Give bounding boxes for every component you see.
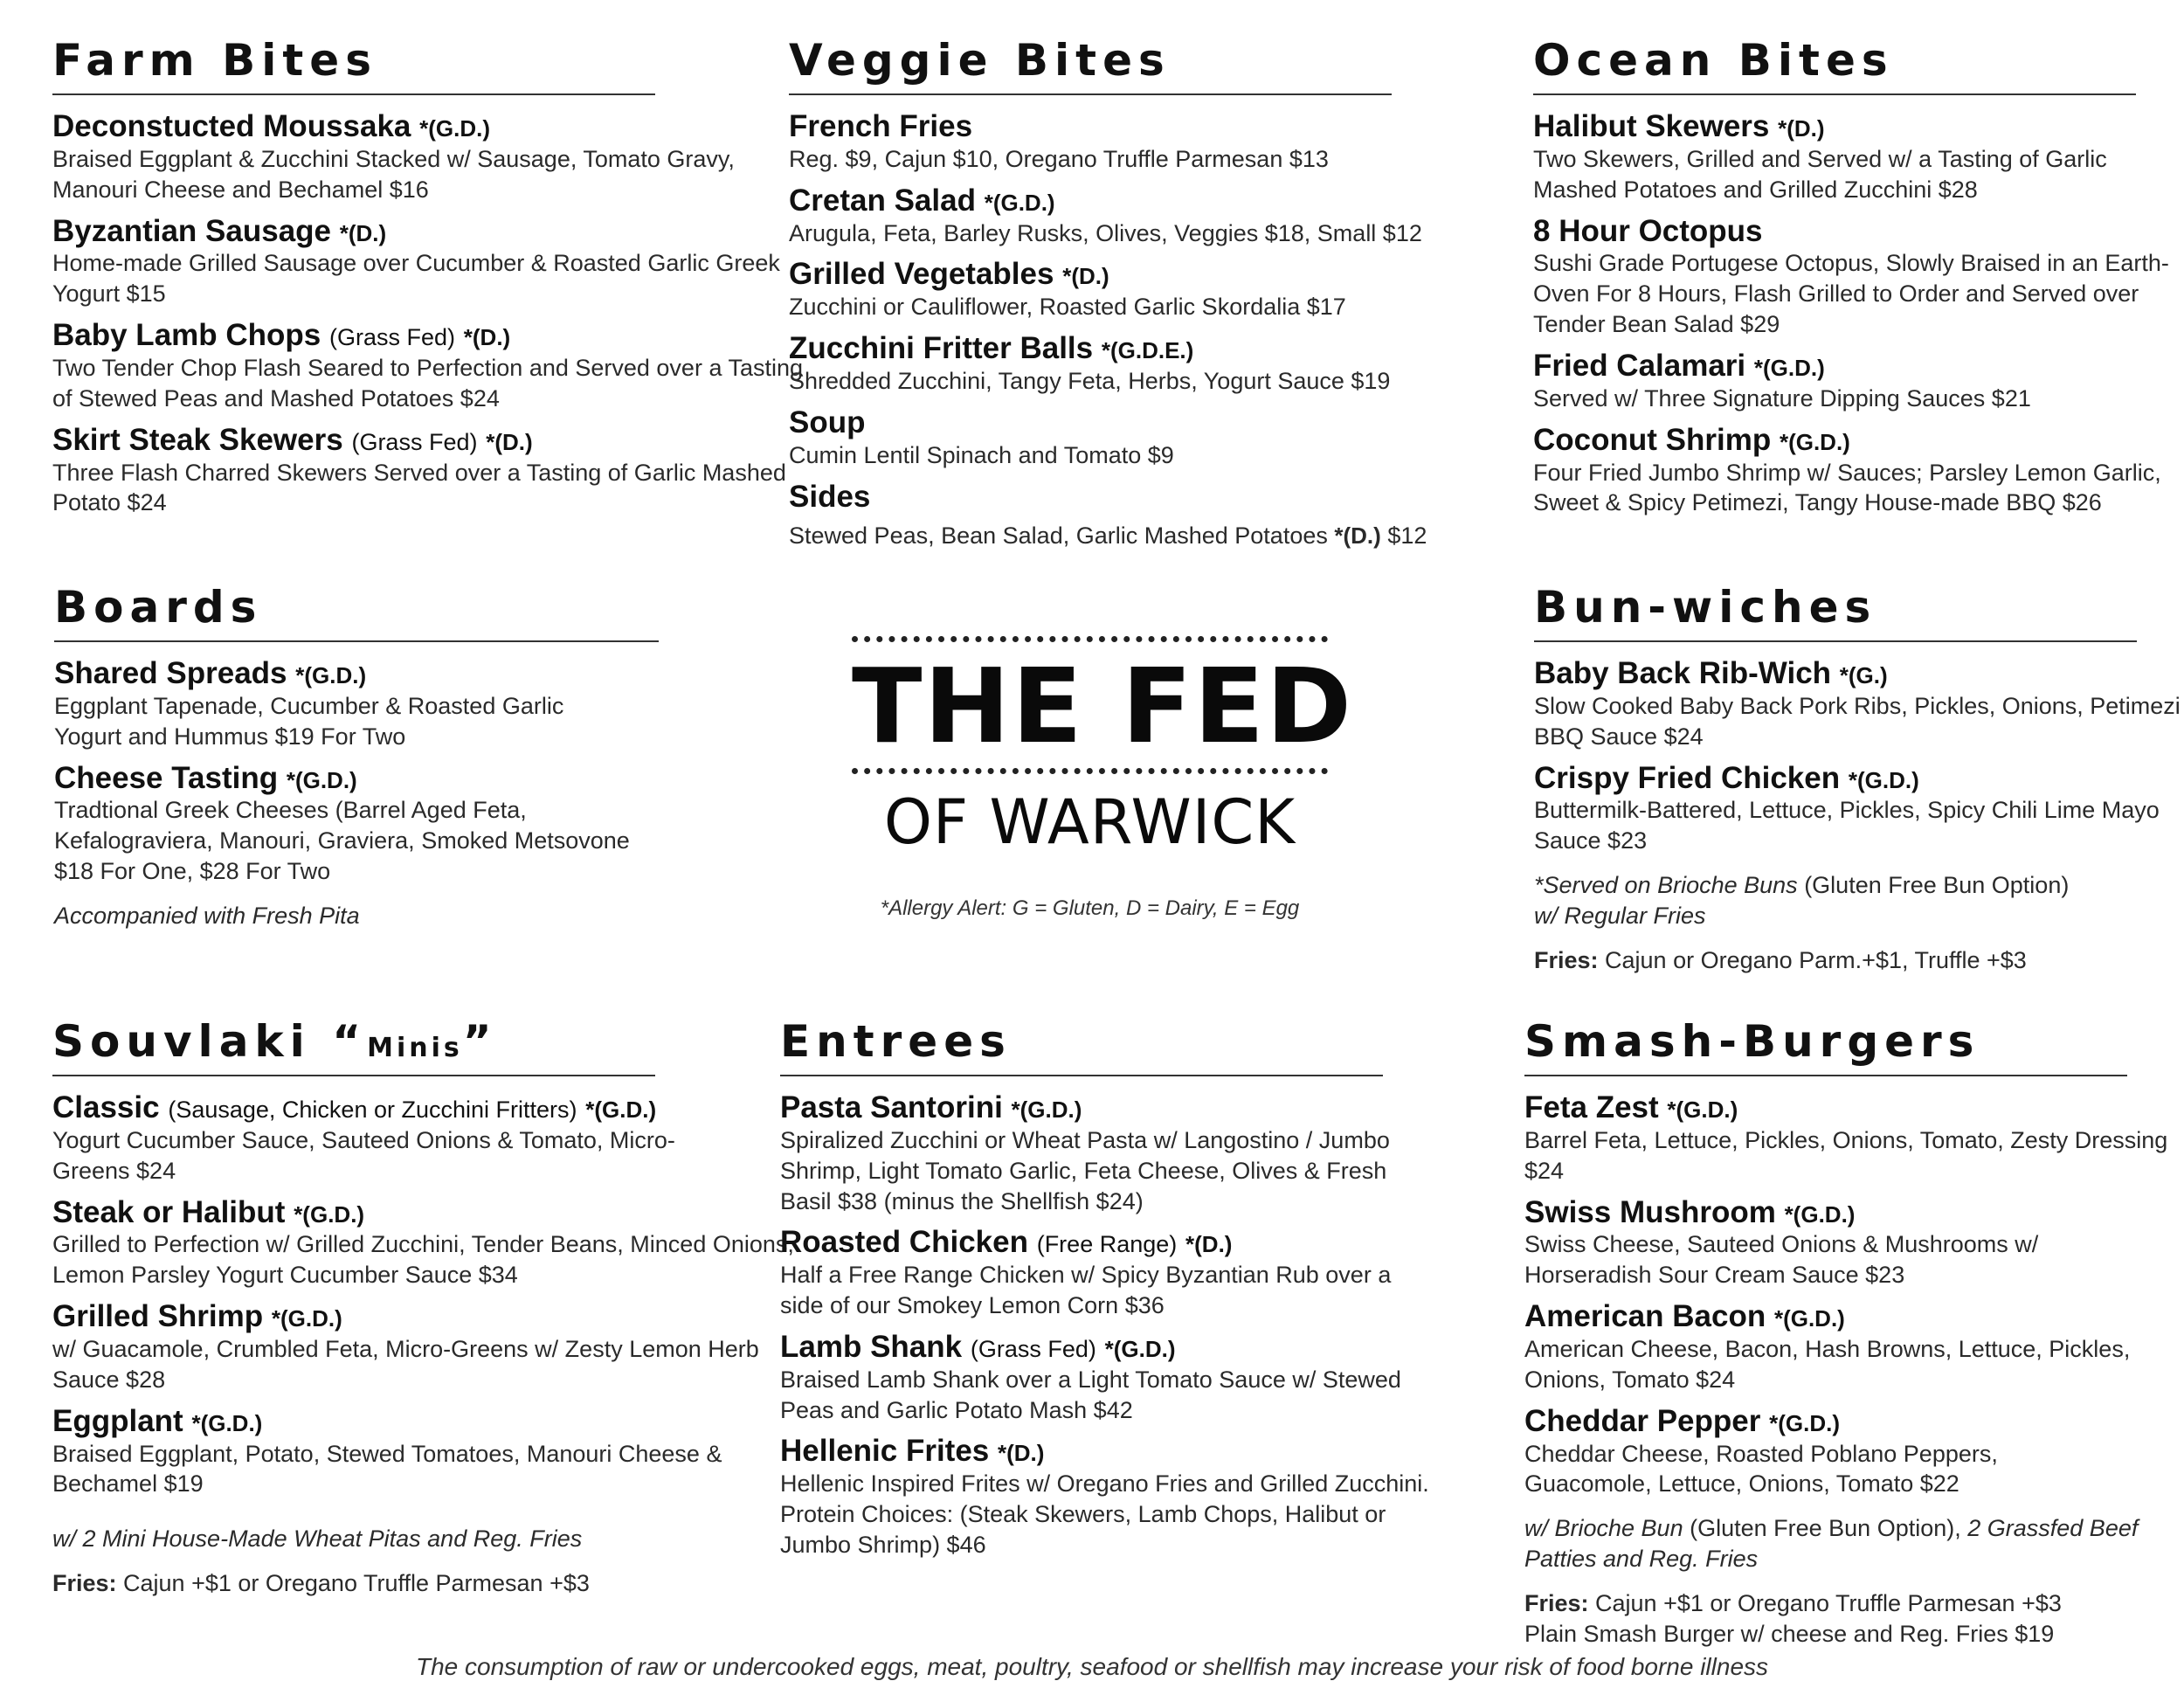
menu-item [52, 1195, 795, 1291]
souvlaki-note [52, 1524, 795, 1554]
item-name: French Fries [789, 109, 973, 143]
item-name: Baby Lamb Chops [52, 318, 321, 353]
item-name: Cretan Salad [789, 183, 976, 218]
section-farm-bites [52, 37, 812, 527]
souvlaki-minis: Minis [367, 1033, 463, 1063]
item-description: Yogurt Cucumber Sauce, Sauteed Onions & Tomato, Micro-Greens $24 [52, 1126, 675, 1184]
item-description: Home-made Grilled Sausage over Cucumber & Roasted Garlic Greek Yogurt $15 [52, 250, 780, 308]
bun-wiches-list [1534, 656, 2181, 856]
menu-item [789, 405, 1531, 471]
section-smash-burgers [1524, 1018, 2180, 1650]
menu-item [54, 761, 666, 887]
item-description: Braised Eggplant & Zucchini Stacked w/ Sausage, Tomato Gravy, Manouri Cheese and Bechamel $16 [52, 145, 735, 203]
allergy-code: *(G.D.) [271, 1305, 342, 1332]
note-bold: Fries: [1524, 1589, 1589, 1616]
allergy-code: *(G.D.) [1753, 354, 1825, 381]
allergy-code: *(G.D.E.) [1101, 337, 1194, 364]
item-description: Arugula, Feta, Barley Rusks, Olives, Veggies $18, Small $12 [789, 219, 1422, 246]
boards-note [54, 901, 666, 931]
menu-item [1534, 761, 2181, 857]
allergy-code: *(D.) [998, 1440, 1045, 1467]
item-qualifier: (Grass Fed) [351, 428, 478, 455]
menu-item [780, 1434, 1505, 1560]
smash-burgers-fries-note [1524, 1588, 2180, 1650]
note-italic: w/ Brioche Bun [1524, 1515, 1683, 1542]
note-plain: (Gluten Free Bun Option), [1683, 1515, 1968, 1542]
note-italic: w/ Regular Fries [1534, 902, 1706, 929]
item-name: Soup [789, 405, 866, 439]
item-name: Classic [52, 1090, 160, 1124]
note-plain: Cajun +$1 or Oregano Truffle Parmesan +$3 [1588, 1589, 2062, 1616]
logo-dotted-rule-bottom [852, 768, 1328, 774]
allergy-code: *(G.D.) [419, 115, 491, 142]
plain-burger-note: Plain Smash Burger w/ cheese and Reg. Fries $19 [1524, 1620, 2055, 1647]
note-bold: Fries: [52, 1570, 117, 1597]
allergy-code: *(G.D.) [585, 1097, 657, 1123]
note-plain: Cajun +$1 or Oregano Truffle Parmesan +$3 [116, 1570, 590, 1597]
allergy-code: *(G.) [1839, 662, 1888, 688]
item-name: Grilled Vegetables [789, 257, 1054, 292]
farm-bites-list [52, 109, 812, 518]
item-name: Steak or Halibut [52, 1194, 286, 1229]
section-title-boards: Boards [54, 584, 659, 642]
item-name: Pasta Santorini [780, 1090, 1003, 1124]
item-name: Grilled Shrimp [52, 1299, 264, 1334]
allergy-code: *(G.D.) [1773, 1305, 1845, 1332]
sides-text: Stewed Peas, Bean Salad, Garlic Mashed Potatoes [789, 522, 1335, 550]
menu-item [1534, 656, 2181, 752]
item-description: Two Skewers, Grilled and Served w/ a Tasting of Garlic Mashed Potatoes and Grilled Zucchini $28 [1533, 145, 2107, 203]
menu-item [1524, 1404, 2180, 1500]
section-boards [54, 584, 666, 931]
ocean-bites-list [1533, 109, 2180, 518]
allergy-code: *(D.) [1062, 263, 1109, 290]
item-description: American Cheese, Bacon, Hash Browns, Lettuce, Pickles, Onions, Tomato $24 [1524, 1335, 2131, 1393]
item-description: Spiralized Zucchini or Wheat Pasta w/ Langostino / Jumbo Shrimp, Light Tomato Garlic, Feta Cheese, Olives & Fresh Basil $38 (minus the Shellfish $24) [780, 1126, 1390, 1214]
menu-item [1533, 214, 2180, 340]
item-description: Cheddar Cheese, Roasted Poblano Peppers, Guacomole, Lettuce, Onions, Tomato $22 [1524, 1440, 1998, 1498]
item-name: Cheddar Pepper [1524, 1403, 1761, 1438]
menu-item [780, 1225, 1505, 1321]
note-plain: (Gluten Free Bun Option) [1797, 872, 2070, 899]
menu-item-sides [789, 480, 1531, 552]
section-souvlaki [52, 1018, 795, 1599]
item-name: 8 Hour Octopus [1533, 213, 1763, 248]
menu-item [52, 318, 812, 414]
item-name: Hellenic Frites [780, 1434, 990, 1469]
item-description: Braised Eggplant, Potato, Stewed Tomatoes, Manouri Cheese & Bechamel $19 [52, 1440, 722, 1498]
menu-item [789, 109, 1531, 175]
note-plain: Cajun or Oregano Parm.+$1, Truffle +$3 [1598, 946, 2027, 973]
menu-item [789, 331, 1531, 397]
allergy-code: *(G.D.) [286, 766, 357, 793]
food-safety-disclaimer: The consumption of raw or undercooked eggs, meat, poultry, seafood or shellfish may increase your risk of food borne illness [415, 1653, 1769, 1680]
item-name: Skirt Steak Skewers [52, 422, 343, 457]
menu-item [52, 1299, 795, 1395]
item-description: Reg. $9, Cajun $10, Oregano Truffle Parmesan $13 [789, 145, 1329, 172]
section-ocean-bites [1533, 37, 2180, 527]
menu-item [54, 656, 666, 752]
item-description: Eggplant Tapenade, Cucumber & Roasted Garlic Yogurt and Hummus $19 For Two [54, 692, 564, 750]
item-name: Coconut Shrimp [1533, 422, 1772, 457]
allergy-code: *(D.) [486, 428, 533, 455]
souvlaki-title-text: Souvlaki “ [52, 1016, 368, 1067]
menu-item [1524, 1299, 2180, 1395]
item-name: Baby Back Rib-Wich [1534, 656, 1832, 690]
allergy-code: *(D.) [339, 219, 387, 246]
souvlaki-title-close: ” [462, 1016, 498, 1067]
item-name: Halibut Skewers [1533, 109, 1770, 143]
item-qualifier: (Grass Fed) [329, 324, 456, 351]
allergy-code: *(G.D.) [295, 662, 367, 688]
section-entrees [780, 1018, 1505, 1569]
allergy-code: *(D.) [1185, 1231, 1233, 1258]
note-italic: w/ 2 Mini House-Made Wheat Pitas and Reg. Fries [52, 1525, 583, 1553]
allergy-code: *(G.D.) [1104, 1335, 1176, 1362]
item-name: American Bacon [1524, 1299, 1766, 1334]
item-name: Fried Calamari [1533, 348, 1746, 383]
item-qualifier: (Free Range) [1036, 1231, 1178, 1258]
item-description: Buttermilk-Battered, Lettuce, Pickles, Spicy Chili Lime Mayo Sauce $23 [1534, 797, 2160, 854]
menu-item [1533, 423, 2180, 519]
menu-item [1524, 1090, 2180, 1186]
entrees-list [780, 1090, 1505, 1560]
item-name: Roasted Chicken [780, 1225, 1028, 1260]
item-description: Hellenic Inspired Frites w/ Oregano Fries and Grilled Zucchini. Protein Choices: (Steak Skewers, Lamb Chops, Halibut or Jumbo Shrimp) $46 [780, 1470, 1429, 1559]
note-italic: *Served on Brioche Buns [1534, 872, 1798, 899]
item-description: Braised Lamb Shank over a Light Tomato Sauce w/ Stewed Peas and Garlic Potato Mash $42 [780, 1366, 1401, 1423]
allergy-code: *(G.D.) [984, 189, 1055, 216]
menu-item [1524, 1195, 2180, 1291]
menu-item [52, 1404, 795, 1500]
item-name: Byzantian Sausage [52, 213, 331, 248]
logo-title: THE FED [852, 646, 1354, 766]
allergy-code: *(G.D.) [294, 1200, 365, 1228]
menu-item [52, 214, 812, 310]
allergy-code: *(D.) [463, 324, 511, 351]
menu-item [1533, 349, 2180, 414]
item-name: Crispy Fried Chicken [1534, 760, 1841, 795]
item-description: Two Tender Chop Flash Seared to Perfection and Served over a Tasting of Stewed Peas and Mashed Potatoes $24 [52, 354, 804, 412]
item-description: Served w/ Three Signature Dipping Sauces $21 [1533, 384, 2031, 412]
section-title-bun-wiches: Bun-wiches [1534, 584, 2137, 642]
allergy-code: *(G.D.) [191, 1409, 263, 1436]
item-name: Eggplant [52, 1403, 183, 1438]
item-description: Half a Free Range Chicken w/ Spicy Byzantian Rub over a side of our Smokey Lemon Corn $36 [780, 1262, 1392, 1319]
item-description: Shredded Zucchini, Tangy Feta, Herbs, Yogurt Sauce $19 [789, 368, 1391, 395]
veggie-bites-list [789, 109, 1531, 551]
allergy-code: *(G.D.) [1779, 428, 1850, 455]
item-description: Four Fried Jumbo Shrimp w/ Sauces; Parsley Lemon Garlic, Sweet & Spicy Petimezi, Tangy House-made BBQ $26 [1533, 459, 2161, 516]
item-qualifier: (Grass Fed) [970, 1335, 1096, 1362]
item-description: Grilled to Perfection w/ Grilled Zucchini, Tender Beans, Minced Onions, Lemon Parsley Yogurt Cucumber Sauce $34 [52, 1231, 794, 1289]
item-name: Shared Spreads [54, 656, 287, 690]
item-name: Zucchini Fritter Balls [789, 331, 1094, 366]
allergy-code: *(D.) [1334, 522, 1381, 550]
souvlaki-list [52, 1090, 795, 1499]
restaurant-logo [852, 636, 1354, 921]
note-bold: Fries: [1534, 946, 1599, 973]
smash-burgers-list [1524, 1090, 2180, 1499]
section-title-veggie-bites: Veggie Bites [789, 37, 1392, 95]
item-name: Cheese Tasting [54, 760, 279, 795]
allergy-code: *(G.D.) [1848, 766, 1919, 793]
item-description: Zucchini or Cauliflower, Roasted Garlic Skordalia $17 [789, 294, 1346, 321]
item-name: Lamb Shank [780, 1329, 963, 1364]
menu-item [52, 1090, 795, 1186]
bun-wiches-note [1534, 870, 2181, 931]
menu-item [780, 1330, 1505, 1426]
menu-item [1533, 109, 2180, 205]
section-title-smash-burgers: Smash-Burgers [1524, 1018, 2127, 1076]
boards-list [54, 656, 666, 887]
allergy-code: *(G.D.) [1784, 1200, 1856, 1228]
smash-burgers-note [1524, 1513, 2180, 1574]
item-description: Swiss Cheese, Sauteed Onions & Mushrooms w/ Horseradish Sour Cream Sauce $23 [1524, 1231, 2039, 1289]
item-description: Three Flash Charred Skewers Served over a Tasting of Garlic Mashed Potato $24 [52, 459, 786, 516]
boards-note-text: Accompanied with Fresh Pita [54, 902, 360, 929]
section-veggie-bites [789, 37, 1531, 560]
item-description [789, 521, 1531, 551]
allergy-code: *(D.) [1778, 115, 1825, 142]
item-description: Tradtional Greek Cheeses (Barrel Aged Feta, Kefalograviera, Manouri, Graviera, Smoked Metsovone $18 For One, $28 For Two [54, 797, 630, 885]
item-name: Sides [789, 479, 871, 514]
allergy-alert: *Allergy Alert: G = Gluten, D = Dairy, E = Egg [880, 896, 1300, 920]
item-description: Sushi Grade Portugese Octopus, Slowly Braised in an Earth-Oven For 8 Hours, Flash Grilled to Order and Served over Tender Bean Salad $29 [1533, 250, 2169, 338]
menu-item [789, 183, 1531, 249]
item-description: Barrel Feta, Lettuce, Pickles, Onions, Tomato, Zesty Dressing $24 [1524, 1126, 2168, 1184]
item-description: w/ Guacamole, Crumbled Feta, Micro-Greens w/ Zesty Lemon Herb Sauce $28 [52, 1335, 759, 1393]
menu-item [789, 257, 1531, 322]
sides-price: $12 [1380, 522, 1427, 550]
allergy-code: *(G.D.) [1769, 1409, 1840, 1436]
item-name: Swiss Mushroom [1524, 1194, 1776, 1229]
item-name: Feta Zest [1524, 1090, 1659, 1124]
item-description: Slow Cooked Baby Back Pork Ribs, Pickles, Onions, Petimezi BBQ Sauce $24 [1534, 692, 2181, 750]
souvlaki-fries-note [52, 1568, 795, 1599]
item-qualifier: (Sausage, Chicken or Zucchini Fritters) [168, 1097, 577, 1123]
logo-dotted-rule-top [852, 636, 1328, 642]
menu-item [52, 109, 812, 205]
menu-item [780, 1090, 1505, 1216]
section-title-souvlaki [52, 1018, 655, 1076]
menu-item [52, 423, 812, 519]
allergy-code: *(G.D.) [1667, 1097, 1738, 1123]
section-bun-wiches [1534, 584, 2181, 976]
item-name: Deconstucted Moussaka [52, 109, 411, 143]
section-title-farm-bites: Farm Bites [52, 37, 655, 95]
note-italic: 2 Grassfed Beef Patties and Reg. Fries [1524, 1515, 2139, 1573]
section-title-entrees: Entrees [780, 1018, 1383, 1076]
bun-wiches-fries-note [1534, 945, 2181, 976]
item-description: Cumin Lentil Spinach and Tomato $9 [789, 441, 1174, 468]
logo-subtitle: OF WARWICK [883, 786, 1296, 858]
allergy-code: *(G.D.) [1011, 1097, 1082, 1123]
section-title-ocean-bites: Ocean Bites [1533, 37, 2136, 95]
